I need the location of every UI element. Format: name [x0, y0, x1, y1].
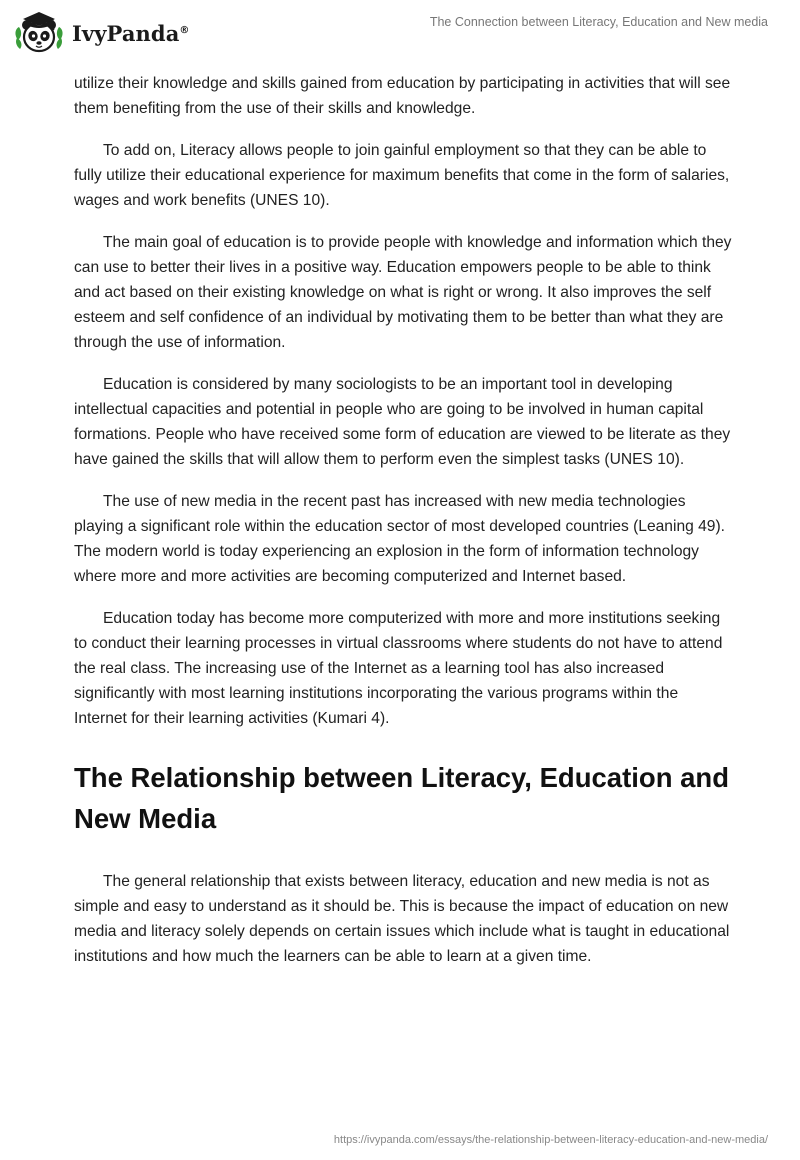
page-header	[0, 0, 800, 64]
paragraph-6: Education today has become more computerized with more and more institutions seeking to conduct their learning processes in virtual classrooms where students do not have to attend the real class. The increasing use of the Internet as a learning tool has also increased significantly with most learning institutions incorporating the various programs within the Internet for their learning activities (Kumari 4).	[74, 610, 723, 727]
brand-name: IvyPanda®	[72, 20, 190, 46]
registered-mark: ®	[179, 24, 190, 36]
document-title: The Connection between Literacy, Education and New media	[429, 15, 768, 29]
paragraph-5: The use of new media in the recent past has increased with new media technologies playing a significant role within the education sector of most developed countries (Leaning 49). The modern world is today experiencing an explosion in the form of information technology where more and more activities are becoming computerized and Internet based.	[74, 493, 725, 585]
paragraph-4: Education is considered by many sociologists to be an important tool in developing intellectual capacities and potential in people who are going to be involved in human capital formations. People who have received some form of education are viewed to be literate as they have gained the skills that will allow them to perform even the simplest tasks (UNES 10).	[74, 376, 731, 468]
source-url[interactable]: https://ivypanda.com/essays/the-relationship-between-literacy-education-and-new-media/	[333, 1134, 768, 1146]
paragraph-1: utilize their knowledge and skills gained from education by participating in activities that will see them benefiting from the use of their skills and knowledge.	[74, 75, 731, 117]
section-heading: The Relationship between Literacy, Education and New Media	[74, 762, 730, 834]
paragraph-7: The general relationship that exists between literacy, education and new media is not as simple and easy to understand as it should be. This is because the impact of education on new media and literacy solely depends on certain issues which include what is taught in educational institutions and how much the learners can be able to learn at a given time.	[74, 873, 730, 965]
panda-graduation-cap-icon	[14, 8, 64, 54]
paragraph-2: To add on, Literacy allows people to join gainful employment so that they can be able to fully utilize their educational experience for maximum benefits that come in the form of salaries, wages and work benefits (UNES 10).	[74, 142, 730, 209]
paragraph-3: The main goal of education is to provide people with knowledge and information which they can use to better their lives in a positive way. Education empowers people to be able to think and act based on their existing knowledge on what is right or wrong. It also improves the self esteem and self confidence of an individual by motivating them to be better than what they are through the use of information.	[74, 234, 732, 351]
essay-content	[74, 71, 734, 986]
ivypanda-logo[interactable]	[14, 8, 190, 54]
